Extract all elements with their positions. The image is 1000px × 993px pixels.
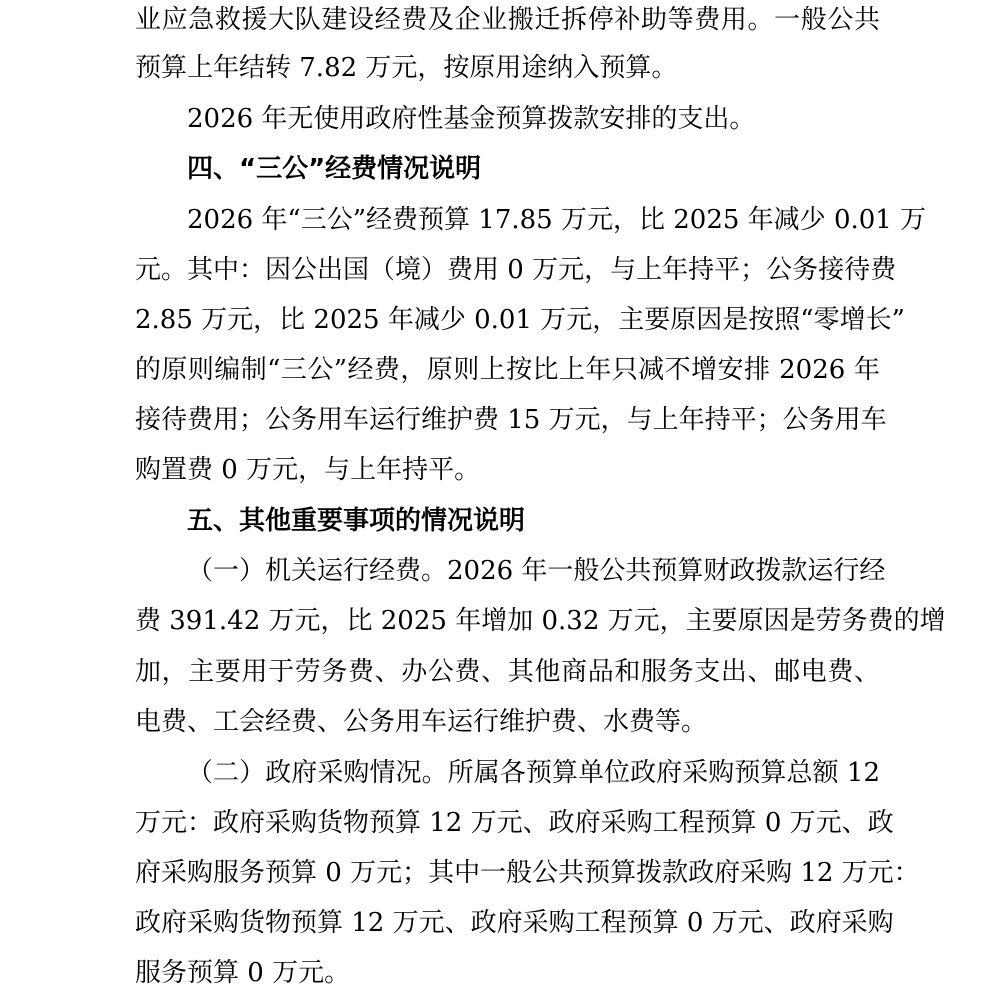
paragraph-line: 电费、工会经费、公务用车运行维护费、水费等。 xyxy=(135,707,708,737)
paragraph-line: 费 391.42 万元，比 2025 年增加 0.32 万元，主要原因是劳务费的增 xyxy=(135,606,946,636)
paragraph-line: （一）机关运行经费。2026 年一般公共预算财政拨款运行经 xyxy=(187,556,886,586)
paragraph-line: 万元：政府采购货物预算 12 万元、政府采购工程预算 0 万元、政 xyxy=(135,808,894,838)
section-heading-5: 五、其他重要事项的情况说明 xyxy=(187,506,526,536)
section-heading-4: 四、“三公”经费情况说明 xyxy=(187,154,482,184)
paragraph-line: 业应急救援大队建设经费及企业搬迁拆停补助等费用。一般公共 xyxy=(135,5,880,35)
paragraph-line: （二）政府采购情况。所属各预算单位政府采购预算总额 12 xyxy=(187,758,880,788)
paragraph-line: 府采购服务预算 0 万元；其中一般公共预算拨款政府采购 12 万元： xyxy=(135,858,920,888)
paragraph-line: 接待费用；公务用车运行维护费 15 万元，与上年持平；公务用车 xyxy=(135,405,887,435)
paragraph-line: 元。其中：因公出国（境）费用 0 万元，与上年持平；公务接待费 xyxy=(135,255,897,285)
paragraph-line: 2026 年“三公”经费预算 17.85 万元，比 2025 年减少 0.01 万 xyxy=(187,205,927,235)
paragraph-line: 2026 年无使用政府性基金预算拨款安排的支出。 xyxy=(187,104,756,134)
paragraph-line: 服务预算 0 万元。 xyxy=(135,958,351,988)
paragraph-line: 2.85 万元，比 2025 年减少 0.01 万元，主要原因是按照“零增长” xyxy=(135,305,905,335)
paragraph-line: 政府采购货物预算 12 万元、政府采购工程预算 0 万元、政府采购 xyxy=(135,908,894,938)
paragraph-line: 预算上年结转 7.82 万元，按原用途纳入预算。 xyxy=(135,53,678,83)
paragraph-line: 的原则编制“三公”经费，原则上按比上年只减不增安排 2026 年 xyxy=(135,355,880,385)
paragraph-line: 加，主要用于劳务费、办公费、其他商品和服务支出、邮电费、 xyxy=(135,657,880,687)
paragraph-line: 购置费 0 万元，与上年持平。 xyxy=(135,455,481,485)
